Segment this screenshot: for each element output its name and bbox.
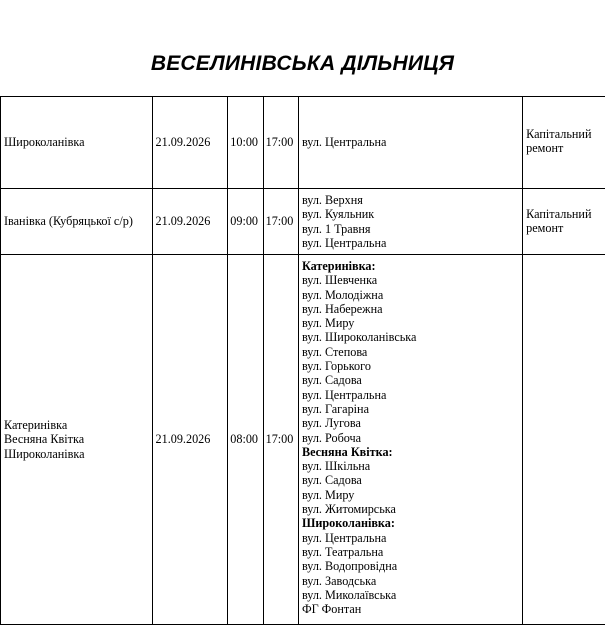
street-item: вул. Куяльник <box>302 207 519 221</box>
street-group-heading: Широколанівка: <box>302 516 519 530</box>
street-group-heading: Катеринівка: <box>302 259 519 273</box>
street-item: вул. Центральна <box>302 388 519 402</box>
village-cell <box>1 97 153 189</box>
street-item: вул. Садова <box>302 473 519 487</box>
streets-cell <box>298 97 522 189</box>
table-row <box>1 97 605 189</box>
street-item: вул. Молодіжна <box>302 288 519 302</box>
village-name: Весняна Квітка <box>4 432 149 446</box>
street-item: вул. Гагаріна <box>302 402 519 416</box>
street-item: вул. Житомирська <box>302 502 519 516</box>
street-item: вул. Широколанівська <box>302 330 519 344</box>
street-item: вул. Лугова <box>302 416 519 430</box>
street-item: вул. Театральна <box>302 545 519 559</box>
time-to-cell: 17:00 <box>263 97 298 189</box>
time-from-cell: 09:00 <box>228 189 263 255</box>
page-title: ВЕСЕЛИНІВСЬКА ДІЛЬНИЦЯ <box>0 52 605 76</box>
village-name: Катеринівка <box>4 418 149 432</box>
street-item: вул. Миру <box>302 316 519 330</box>
streets-cell <box>298 255 522 625</box>
street-item: вул. Горького <box>302 359 519 373</box>
date-cell: 21.09.2026 <box>152 255 228 625</box>
street-item: вул. Водопровідна <box>302 559 519 573</box>
street-item: вул. Степова <box>302 345 519 359</box>
note-cell: Капітальний ремонт <box>523 97 605 189</box>
streets-cell <box>298 189 522 255</box>
street-item: вул. Миру <box>302 488 519 502</box>
street-item: вул. Центральна <box>302 531 519 545</box>
street-group-heading: Весняна Квітка: <box>302 445 519 459</box>
date-cell: 21.09.2026 <box>152 189 228 255</box>
village-name: Іванівка (Кубряцької с/р) <box>4 214 149 228</box>
street-item: вул. Шкільна <box>302 459 519 473</box>
village-name: Широколанівка <box>4 447 149 461</box>
outage-schedule-table <box>0 96 605 625</box>
time-from-cell: 08:00 <box>228 255 263 625</box>
date-cell: 21.09.2026 <box>152 97 228 189</box>
village-name: Широколанівка <box>4 135 149 149</box>
time-to-cell: 17:00 <box>263 189 298 255</box>
table-row <box>1 189 605 255</box>
street-item: вул. Центральна <box>302 135 519 149</box>
street-item: вул. Набережна <box>302 302 519 316</box>
note-cell <box>523 255 605 625</box>
street-item: вул. Садова <box>302 373 519 387</box>
note-cell: Капітальний ремонт <box>523 189 605 255</box>
street-item: вул. Робоча <box>302 431 519 445</box>
street-item: вул. Шевченка <box>302 273 519 287</box>
time-from-cell: 10:00 <box>228 97 263 189</box>
table-row <box>1 255 605 625</box>
street-item: вул. 1 Травня <box>302 222 519 236</box>
village-cell <box>1 189 153 255</box>
time-to-cell: 17:00 <box>263 255 298 625</box>
street-item: вул. Заводська <box>302 574 519 588</box>
village-cell <box>1 255 153 625</box>
street-item: ФГ Фонтан <box>302 602 519 616</box>
street-item: вул. Миколаївська <box>302 588 519 602</box>
street-item: вул. Верхня <box>302 193 519 207</box>
street-item: вул. Центральна <box>302 236 519 250</box>
